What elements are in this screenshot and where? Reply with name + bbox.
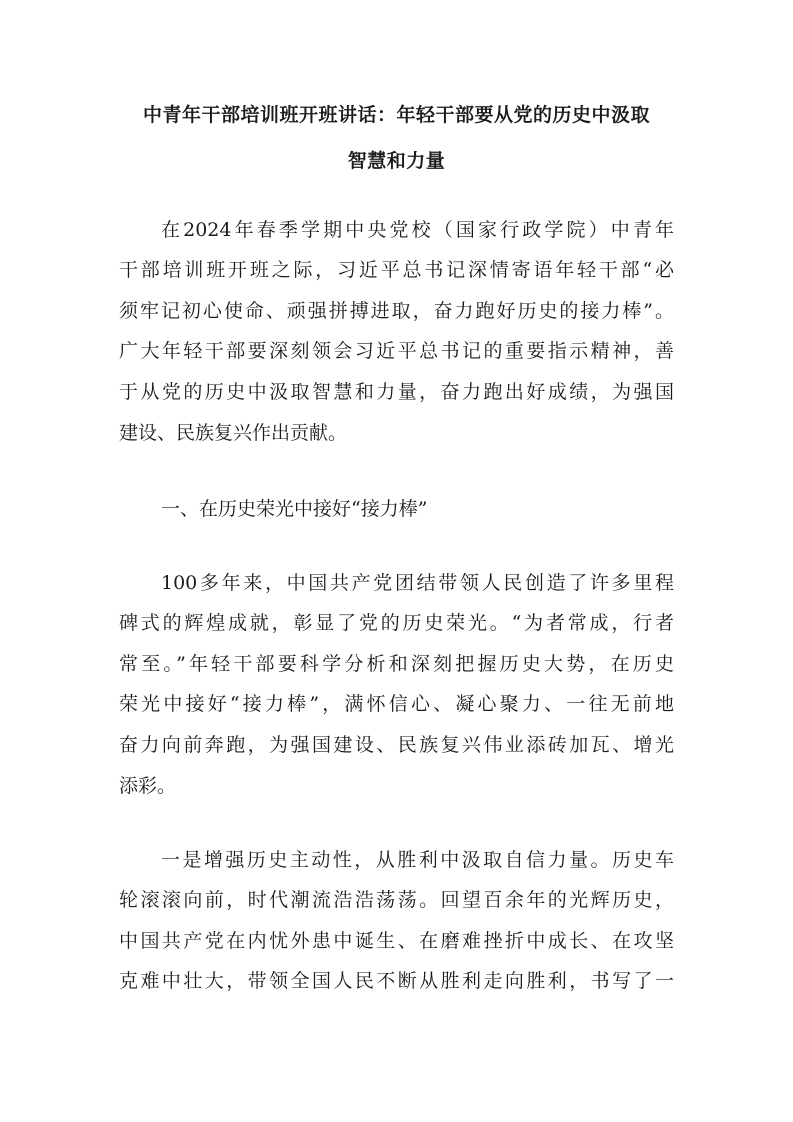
paragraph-line: 广大年轻干部要深刻领会习近平总书记的重要指示精神，善 (119, 340, 674, 362)
paragraph-line: 于从党的历史中汲取智慧和力量，奋力跑出好成绩，为强国 (119, 381, 674, 403)
paragraph-line: 干部培训班开班之际，习近平总书记深情寄语年轻干部“必 (119, 259, 674, 281)
section-heading-text: 一、在历史荣光中接好“接力棒” (161, 498, 428, 520)
paragraph-line: 在2024年春季学期中央党校（国家行政学院）中青年 (161, 219, 674, 241)
paragraph-line: 荣光中接好“接力棒”，满怀信心、凝心聚力、一往无前地 (119, 693, 674, 715)
document-title (100, 92, 693, 184)
paragraph-line: 100多年来，中国共产党团结带领人民创造了许多里程 (161, 572, 674, 594)
paragraph-line: 碑式的辉煌成就，彰显了党的历史荣光。“为者常成，行者 (119, 612, 674, 634)
paragraph-line: 奋力向前奔跑，为强国建设、民族复兴伟业添砖加瓦、增光 (119, 734, 674, 756)
paragraph-line: 建设、民族复兴作出贡献。 (119, 422, 348, 444)
title-line: 智慧和力量 (347, 150, 446, 172)
paragraph-line: 常至。”年轻干部要科学分析和深刻把握历史大势，在历史 (119, 653, 674, 675)
paragraph-line: 中国共产党在内忧外患中诞生、在磨难挫折中成长、在攻坚 (119, 930, 674, 952)
paragraph-line: 克难中壮大，带领全国人民不断从胜利走向胜利，书写了一 (119, 970, 674, 992)
paragraph-line: 须牢记初心使命、顽强拼搏进取，奋力跑好历史的接力棒”。 (119, 300, 674, 322)
paragraph-line: 添彩。 (119, 775, 177, 797)
paragraph-line: 轮滚滚向前，时代潮流浩浩荡荡。回望百余年的光辉历史， (119, 889, 674, 911)
title-line: 中青年干部培训班开班讲话：年轻干部要从党的历史中汲取 (142, 104, 650, 126)
paragraph-line: 一是增强历史主动性，从胜利中汲取自信力量。历史车 (161, 849, 674, 871)
